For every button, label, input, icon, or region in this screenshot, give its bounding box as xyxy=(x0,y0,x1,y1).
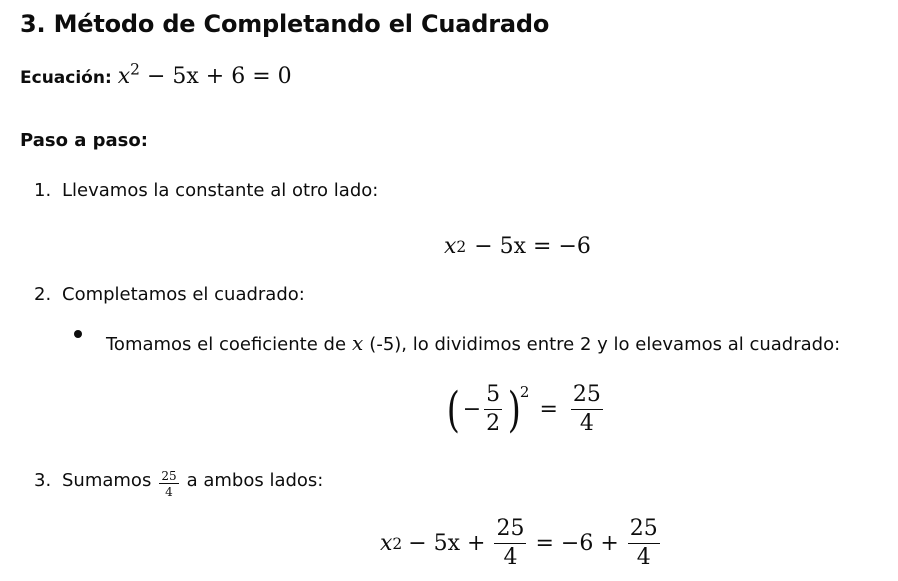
page-title: 3. Método de Completando el Cuadrado xyxy=(20,10,550,38)
display1-var: x xyxy=(444,234,457,259)
equation-rest: − 5x + 6 = 0 xyxy=(146,64,292,89)
display3-eq: = −6 + xyxy=(535,531,619,557)
display-equation-2 xyxy=(444,383,606,436)
equation-exp: 2 xyxy=(130,60,140,79)
step-number: 1. xyxy=(34,180,52,201)
display1-rest: − 5x = −6 xyxy=(474,234,591,259)
step-number: 3. xyxy=(34,470,52,491)
fraction-numerator: 25 xyxy=(571,383,603,410)
display3-mid: − 5x + xyxy=(408,531,486,557)
fraction-denominator: 2 xyxy=(486,411,501,437)
step-text-after: a ambos lados: xyxy=(186,470,324,491)
fraction-denominator: 4 xyxy=(579,411,594,437)
bullet-var: x xyxy=(352,331,364,355)
bullet-dot xyxy=(74,330,82,338)
step-text-before: Sumamos xyxy=(62,470,152,491)
display3-var: x xyxy=(380,531,393,557)
display2-neg: − xyxy=(462,397,482,423)
bullet-text xyxy=(106,331,840,355)
equation-label: Ecuación: xyxy=(20,68,112,88)
display2-eq: = xyxy=(539,397,558,423)
step-text: Completamos el cuadrado: xyxy=(62,284,305,305)
equation-math xyxy=(117,60,292,89)
step-number: 2. xyxy=(34,284,52,305)
left-paren: ( xyxy=(446,381,460,438)
steps-heading: Paso a paso: xyxy=(20,130,148,151)
fraction xyxy=(484,383,502,436)
bullet-before: Tomamos el coeficiente de xyxy=(106,334,347,355)
bullet-after: (-5), lo dividimos entre 2 y lo elevamos al cuadrado: xyxy=(369,334,841,355)
display2-exp: 2 xyxy=(519,383,530,401)
step-text: Llevamos la constante al otro lado: xyxy=(62,180,379,201)
step-2 xyxy=(34,284,305,305)
fraction xyxy=(494,517,526,570)
fraction-numerator: 25 xyxy=(628,517,660,544)
fraction-denominator: 4 xyxy=(636,545,651,571)
fraction-denominator: 4 xyxy=(165,485,173,500)
step-3 xyxy=(34,470,323,505)
fraction-numerator: 25 xyxy=(161,469,177,483)
fraction xyxy=(571,383,603,436)
step-1 xyxy=(34,180,378,201)
inline-fraction xyxy=(159,470,178,499)
equation-var: x xyxy=(117,64,131,89)
right-paren: ) xyxy=(507,381,522,438)
fraction-numerator: 25 xyxy=(494,517,526,544)
fraction-denominator: 4 xyxy=(503,545,518,571)
fraction xyxy=(628,517,660,570)
equation-line xyxy=(20,60,292,89)
fraction-numerator: 5 xyxy=(484,383,502,410)
display-equation-3: x 2 − 5x + $\frac{25}{4}$ = −6 + $\frac{25}{4}$ xyxy=(380,516,658,571)
display-equation-1: x 2 − 5x = −6 xyxy=(444,234,591,259)
